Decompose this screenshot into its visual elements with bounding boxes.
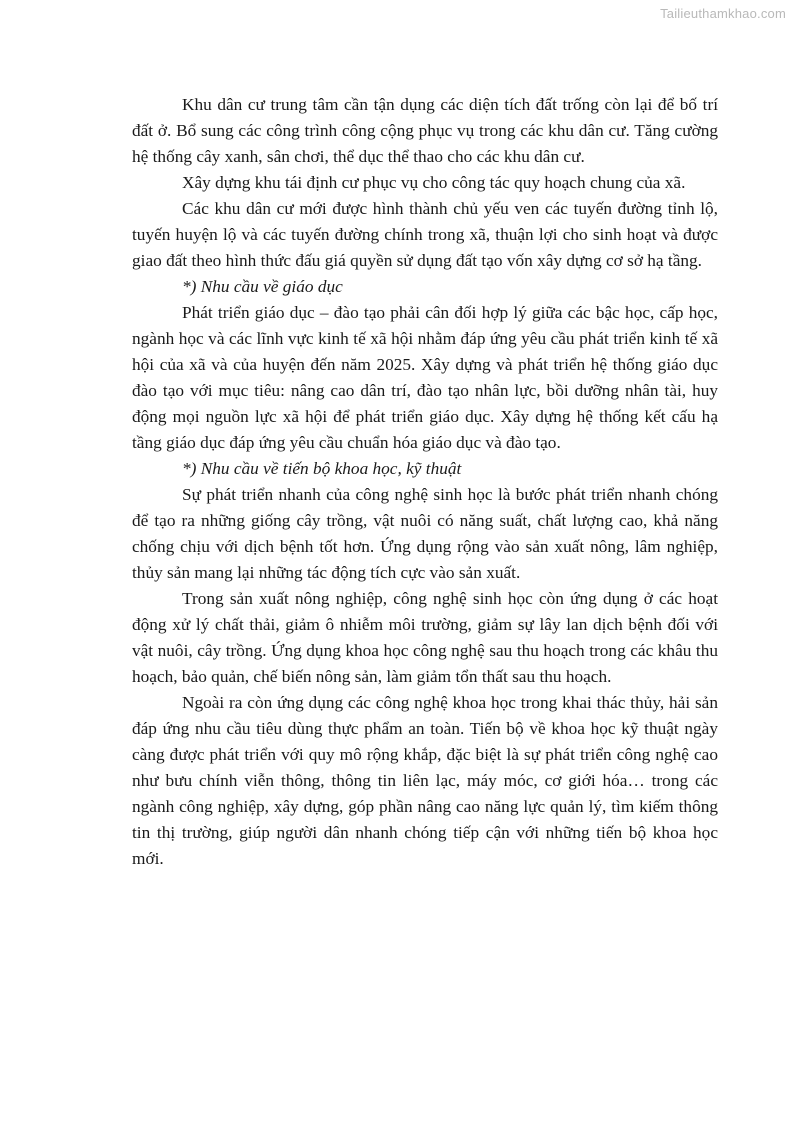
paragraph-agriculture-biotech: Trong sản xuất nông nghiệp, công nghệ sinh học còn ứng dụng ở các hoạt động xử lý chất thải, giảm ô nhiễm môi trường, giảm sự lây lan dịch bệnh đối với vật nuôi, cây trồng. Ứng dụng khoa học công nghệ sau thu hoạch trong các khâu thu hoạch, bảo quản, chế biến nông sản, làm giảm tổn thất sau thu hoạch. <box>132 589 718 686</box>
watermark-text: Tailieuthamkhao.com <box>660 6 786 21</box>
paragraph-central-residential: Khu dân cư trung tâm cần tận dụng các diện tích đất trống còn lại để bố trí đất ở. Bổ sung các công trình công cộng phục vụ trong các khu dân cư. Tăng cường hệ thống cây xanh, sân chơi, thể dục thể thao cho các khu dân cư. <box>132 95 718 166</box>
heading-science-tech-needs: *) Nhu cầu về tiến bộ khoa học, kỹ thuật <box>182 459 462 478</box>
paragraph-education: Phát triển giáo dục – đào tạo phải cân đối hợp lý giữa các bậc học, cấp học, ngành học và các lĩnh vực kinh tế xã hội nhằm đáp ứng yêu cầu phát triển kinh tế xã hội của xã và của huyện đến năm 2025. Xây dựng và phát triển hệ thống giáo dục đào tạo với mục tiêu: nâng cao dân trí, đào tạo nhân lực, bồi dưỡng nhân tài, huy động mọi nguồn lực xã hội để phát triển giáo dục. Xây dựng hệ thống kết cấu hạ tầng giáo dục đáp ứng yêu cầu chuẩn hóa giáo dục và đào tạo. <box>132 303 718 452</box>
paragraph-resettlement: Xây dựng khu tái định cư phục vụ cho công tác quy hoạch chung của xã. <box>182 173 686 192</box>
heading-education-needs: *) Nhu cầu về giáo dục <box>182 277 343 296</box>
paragraph-biotech: Sự phát triển nhanh của công nghệ sinh học là bước phát triển nhanh chóng để tạo ra những giống cây trồng, vật nuôi có năng suất, chất lượng cao, khả năng chống chịu với dịch bệnh tốt hơn. Ứng dụng rộng vào sản xuất nông, lâm nghiệp, thủy sản mang lại những tác động tích cực vào sản xuất. <box>132 485 718 582</box>
document-body <box>132 92 718 872</box>
paragraph-other-applications: Ngoài ra còn ứng dụng các công nghệ khoa học trong khai thác thủy, hải sản đáp ứng nhu cầu tiêu dùng thực phẩm an toàn. Tiến bộ về khoa học kỹ thuật ngày càng được phát triển với quy mô rộng khắp, đặc biệt là sự phát triển công nghệ cao như bưu chính viễn thông, thông tin liên lạc, máy móc, cơ giới hóa… trong các ngành công nghiệp, xây dựng, góp phần nâng cao năng lực quản lý, tìm kiếm thông tin thị trường, giúp người dân nhanh chóng tiếp cận với những tiến bộ khoa học mới. <box>132 693 718 868</box>
paragraph-new-residential: Các khu dân cư mới được hình thành chủ yếu ven các tuyến đường tỉnh lộ, tuyến huyện lộ và các tuyến đường chính trong xã, thuận lợi cho sinh hoạt và được giao đất theo hình thức đấu giá quyền sử dụng đất tạo vốn xây dựng cơ sở hạ tầng. <box>132 199 718 270</box>
